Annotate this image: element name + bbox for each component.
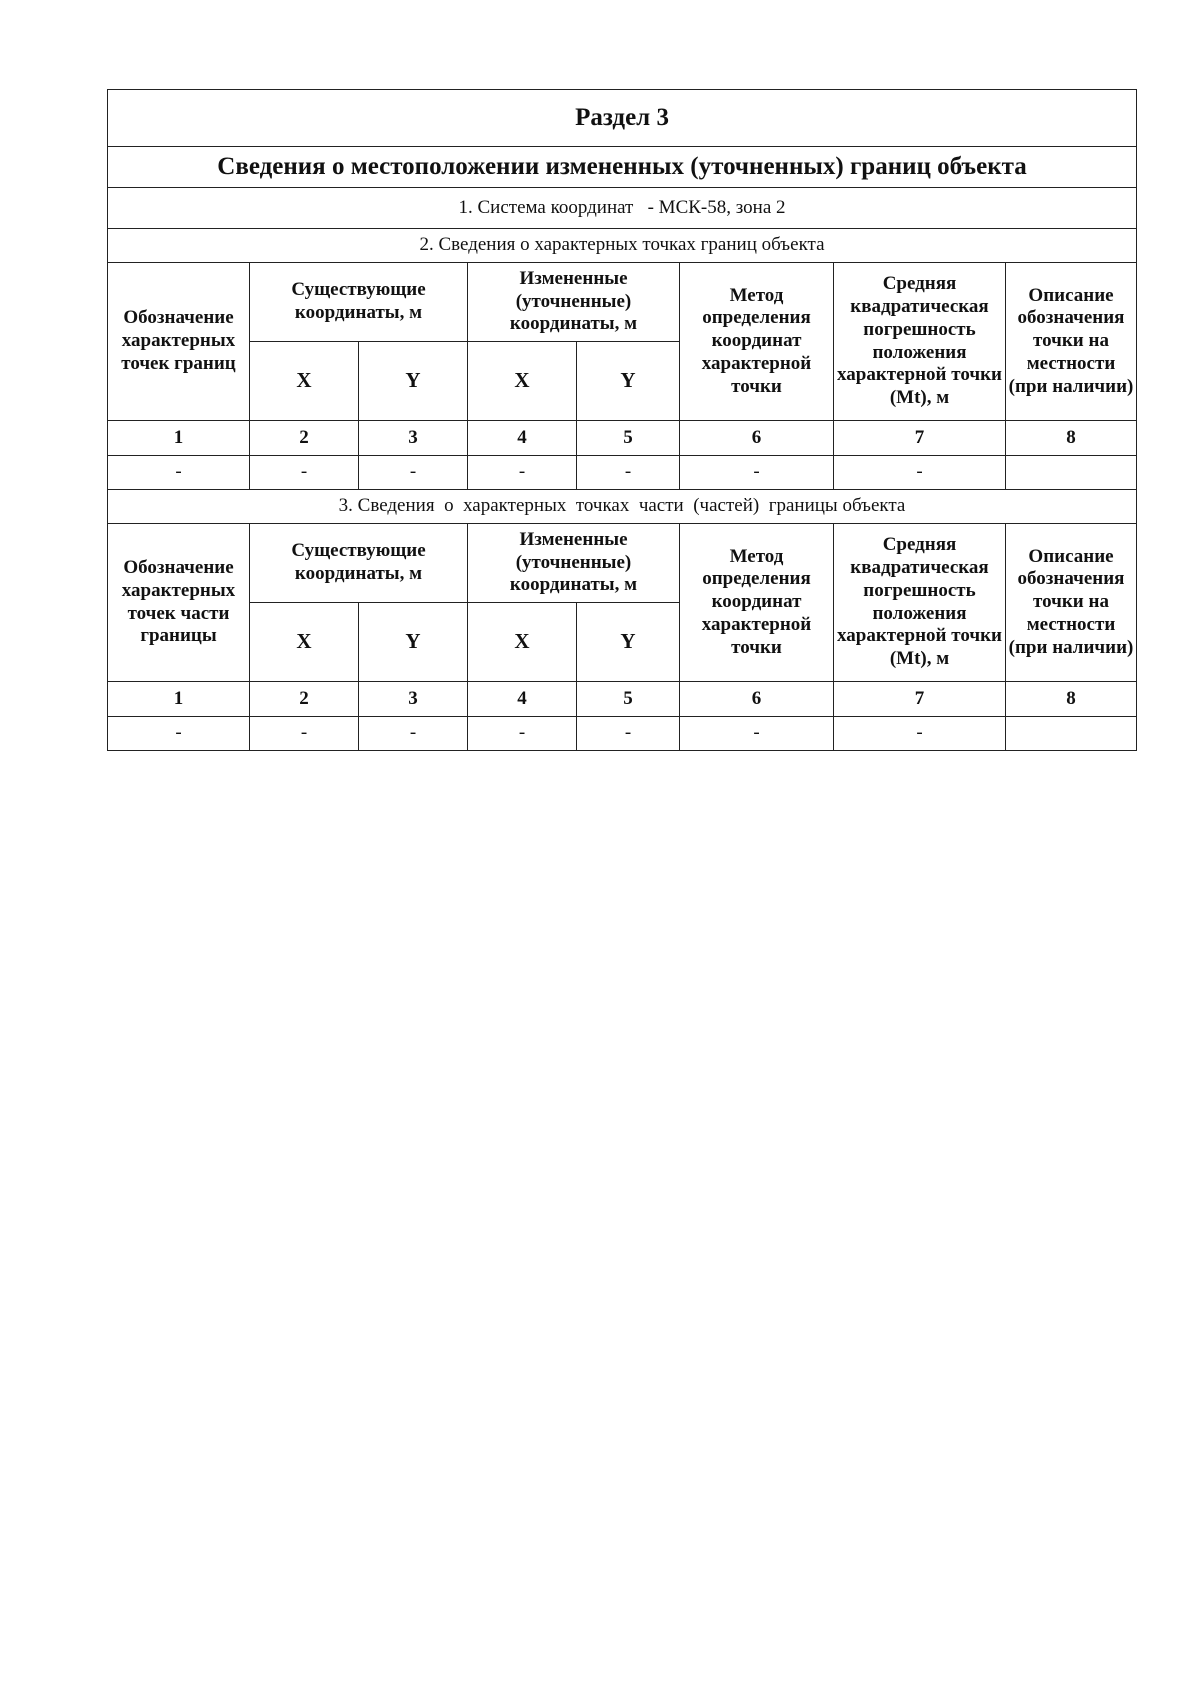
s3-header-changed-x: X — [468, 603, 577, 682]
s3-column-numbers — [108, 682, 1137, 717]
s2-col-number: 3 — [359, 421, 468, 456]
s3-col-number: 6 — [680, 682, 834, 717]
s3-header-method: Метод определения координат характерной точки — [680, 524, 834, 682]
s2-col-number: 7 — [834, 421, 1006, 456]
s2-cell: - — [577, 456, 680, 490]
s3-col-number: 1 — [108, 682, 250, 717]
s3-col-number: 8 — [1006, 682, 1137, 717]
s2-header-existing-y: Y — [359, 342, 468, 421]
s3-header-existing-coords: Существующие координаты, м — [250, 524, 468, 603]
s3-header-description: Описание обозначения точки на местности (при наличии) — [1006, 524, 1137, 682]
s2-cell: - — [468, 456, 577, 490]
s3-cell: - — [577, 717, 680, 751]
s3-header-existing-x: X — [250, 603, 359, 682]
document-sheet — [107, 89, 1136, 751]
s3-col-number: 4 — [468, 682, 577, 717]
s2-header-changed-x: X — [468, 342, 577, 421]
s2-header-existing-x: X — [250, 342, 359, 421]
s2-header-changed-coords: Измененные (уточненные) координаты, м — [468, 263, 680, 342]
s2-cell: - — [680, 456, 834, 490]
s3-cell: - — [108, 717, 250, 751]
s3-header-point-designation: Обозначение характерных точек части границы — [108, 524, 250, 682]
s2-header-existing-coords: Существующие координаты, м — [250, 263, 468, 342]
s2-col-number: 1 — [108, 421, 250, 456]
coord-system-label: 1. Система координат — [458, 196, 634, 218]
s2-cell — [1006, 456, 1137, 490]
s3-header-changed-y: Y — [577, 603, 680, 682]
section3-heading: 3. Сведения о характерных точках части (частей) границы объекта — [108, 490, 1137, 524]
section-subtitle: Сведения о местоположении измененных (уточненных) границ объекта — [108, 147, 1137, 188]
s3-cell: - — [834, 717, 1006, 751]
s2-header-point-designation: Обозначение характерных точек границ — [108, 263, 250, 421]
coord-system-row — [108, 188, 1137, 229]
s3-col-number: 7 — [834, 682, 1006, 717]
section-3-table — [107, 89, 1137, 751]
s2-header-description: Описание обозначения точки на местности (при наличии) — [1006, 263, 1137, 421]
s2-col-number: 5 — [577, 421, 680, 456]
s3-cell: - — [680, 717, 834, 751]
s2-cell: - — [359, 456, 468, 490]
s2-cell: - — [108, 456, 250, 490]
s3-col-number: 2 — [250, 682, 359, 717]
s2-column-numbers — [108, 421, 1137, 456]
s3-cell: - — [250, 717, 359, 751]
s2-cell: - — [250, 456, 359, 490]
s2-header-changed-y: Y — [577, 342, 680, 421]
s2-cell: - — [834, 456, 1006, 490]
s2-col-number: 6 — [680, 421, 834, 456]
s2-header-error: Средняя квадратическая погрешность положения характерной точки (Mt), м — [834, 263, 1006, 421]
s3-header-existing-y: Y — [359, 603, 468, 682]
s3-col-number: 3 — [359, 682, 468, 717]
s3-cell: - — [359, 717, 468, 751]
s3-table-row — [108, 717, 1137, 751]
s2-header-method: Метод определения координат характерной точки — [680, 263, 834, 421]
section-title: Раздел 3 — [108, 90, 1137, 147]
s2-col-number: 4 — [468, 421, 577, 456]
section2-heading: 2. Сведения о характерных точках границ объекта — [108, 229, 1137, 263]
s2-col-number: 2 — [250, 421, 359, 456]
s2-col-number: 8 — [1006, 421, 1137, 456]
s3-cell: - — [468, 717, 577, 751]
s3-col-number: 5 — [577, 682, 680, 717]
s3-header-error: Средняя квадратическая погрешность положения характерной точки (Mt), м — [834, 524, 1006, 682]
s2-table-row — [108, 456, 1137, 490]
coord-system-value: - МСК-58, зона 2 — [647, 196, 786, 218]
s3-header-changed-coords: Измененные (уточненные) координаты, м — [468, 524, 680, 603]
s3-cell — [1006, 717, 1137, 751]
